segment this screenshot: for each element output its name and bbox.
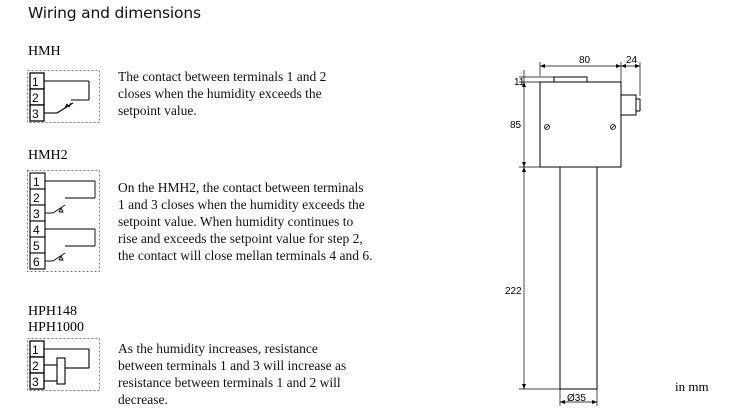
section-title: Wiring and dimensions — [28, 4, 201, 22]
terminal-2: 2 — [32, 91, 39, 105]
screw-icon-right — [611, 125, 616, 130]
terminal-1: 1 — [32, 75, 39, 89]
terminal-2: 2 — [33, 191, 40, 205]
terminal-3: 3 — [32, 107, 39, 121]
terminal-3: 3 — [32, 375, 39, 389]
description-hph: As the humidity increases, resistance between terminals 1 and 3 will increase as resistance between terminals 1 and 2 will decrease. — [118, 341, 347, 407]
description-hmh: The contact between terminals 1 and 2 closes when the humidity exceeds the setpoint value. — [118, 69, 327, 118]
terminal-1: 1 — [32, 343, 39, 357]
model-label-hmh2: HMH2 — [28, 148, 68, 163]
dimension-probe-diameter: Ø35 — [567, 393, 586, 404]
dimension-housing-height: 85 — [510, 120, 522, 131]
terminal-4: 4 — [33, 223, 40, 237]
terminal-6: 6 — [33, 255, 40, 269]
terminal-1: 1 — [33, 175, 40, 189]
dimension-top-height: 11 — [514, 77, 525, 88]
model-label-hph: HPH148 HPH1000 — [28, 304, 85, 335]
dimension-probe-length: 222 — [505, 286, 522, 297]
unit-note: in mm — [675, 379, 709, 394]
housing-lid — [554, 77, 587, 82]
probe — [560, 167, 597, 389]
dimension-width: 80 — [579, 55, 591, 66]
model-label-hmh: HMH — [28, 44, 61, 59]
dimension-connector-depth: 24 — [626, 55, 638, 66]
terminal-2: 2 — [32, 359, 39, 373]
cable-connector — [621, 95, 636, 115]
terminal-5: 5 — [33, 239, 40, 253]
housing-body — [540, 82, 621, 167]
description-hmh2: On the HMH2, the contact between terminals 1 and 3 closes when the humidity exceeds the setpoint value. When humidity continues to rise and exceeds the setpoint value for step 2, the contact will close mellan terminals 4 and 6. — [118, 180, 373, 263]
screw-icon-left — [545, 125, 550, 130]
terminal-3: 3 — [33, 207, 40, 221]
